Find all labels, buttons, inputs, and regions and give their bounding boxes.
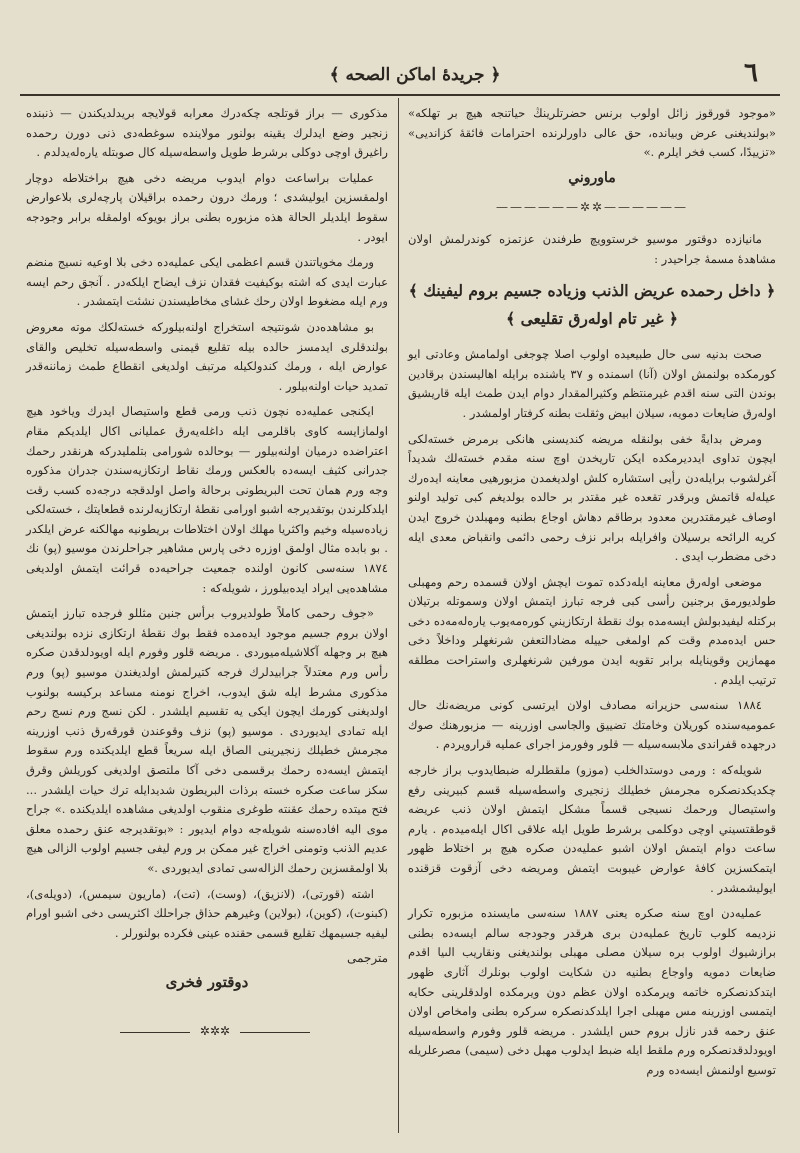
translator-label: مترجمى xyxy=(346,951,388,966)
paragraph: عمليەدن اوچ سنه صكره يعنى ١٨٨٧ سنەسى مايسنده مزبوره تكرار نزديمه كلوب تاريخ عمليەدن برى هرقدر وجودجه سالم ايسەده بطنى برازشيوك اولوب بره سيلان مصلى مهبلى بولنديغنى ونقاريب الىيا اقدم ضايعات دمويه واوجاع بطنيه دن شكايت اولوب بونلرك آثارى ظهور ايتدكدنصكره خاتمه ويرمكده اولان عظم دون ويرمكده اولدقلرينى حكايه ايتمسى اوزرينه مس مهبلى اجرا ايلدكدنصكره سركره بطنى وامخاص اولان عنق رحمه قدر نازل بروم حس ايلشدر . مريضه قلور وفورم واسطەسيله اويودلدقدنصكره ورم ملقط ايله ضبط ايدلوب مهبل دخى (سيمى) مصرعلريله توسيع اولنمش ايسەده ورم xyxy=(408,906,776,1077)
paragraph: موضعى اولەرق معاينه ايلەدكده تموت ايچش اولان قسمده رحم ومهبلى طولديورمق برجنين رأسى كبى فرجه تبارز ايتمش اولان وسموتله برتيلان بركتله ليفيدبولش ايسەمده بوك نقطهٔ ارتكازيني كورەمەيوب يارەلەمەدە دخى حس ايدەمدم وقت كم اولمغى حييله مضادالتعفن شرنغهلر وداخلاً دخى مهمازين وقوينايله برابر تقويه ايدن مورفين شرنغهلرى واستراحت مطلقه ترتيب ايلدم . xyxy=(408,574,776,687)
end-ornament xyxy=(120,1026,310,1040)
paragraph: ورمك مخوياتندن قسم اعظمى ايكى عمليەده دخى بلا اوعيه نسيج منضم عبارت ايدى كه اشته بوكيفيت فقدان نزف ايضاح ايلكەدر . آنجق رحم ايسه ورم ايله مضغوط اولان رحك غشاى مخاطيسندن نشئت ايتمشدر . xyxy=(26,255,388,309)
translator-name: دوقتور فخرى xyxy=(165,972,249,991)
page-number: ٦ xyxy=(744,58,758,88)
column-divider xyxy=(398,98,399,1133)
quote-paragraph: «جوف رحمى كاملاً طولديروب برأس جنين مثللو فرجده تبارز ايتمش اولان بروم جسيم موجود ايدەمده فقط بوك نقطهٔ ارتكازى نزده بولنديغى هيچ بر وجهله آكلاشيلەميوردى . مريضه قلور وفورم ايله اويودلدقدن صكره رأس ورم معتدلاً جرابيدلرك فرجه كتيرلمش اولديغندن موسيو (پو) ورم مذكورى مشرط ايله شق ايدوب، اخراج نومنه مساعد بركيسه بولنوب اولديغنى كورمك ايچون ايكى يه تقسيم ايلشدر . لكن نسج ورم نسج رحم ايله تمادى ايديوردى . موسيو (پو) نزف وقوعندن قورقەرق ذنب اوزرينه مجرمش خطيلك زنجيرينى الصاق ايله سريعاً قطع ايلديكنده ورم سقوط ايتمش ايسەده رحمك برقسمى دخى آكا ملتصق اولديغى كوريلش وقرق سكز ساعت صكره خستە برذات البريطون شديدايله ترك حيات ايلشدر ... فتح ميتده رحمك عقنته طوغرى منقوب اولديغى مشاهده ايلديكنده .» جراح موى اليه افادەسنه شويلەجه دوام ايديور : «بوتقديرجه عنق رحمده معلق عديم الذنب وتومنى اخراج غير ممكن بر ورم ليفى جسيم اولوب الزالى هيچ بلا اولمقسزين رحمك الزالەسى تمادى ايديوردى .» xyxy=(26,606,388,875)
right-column xyxy=(408,104,776,1087)
left-column xyxy=(26,104,388,1003)
paragraph: شويلەكه : ورمى دوستدالخلب (موزو) ملقطلرله ضبطايدوب براز خارجه چكديكدنصكره مجرمش خطيلك زنجيرى واسطەسيله قسم كبيرينى رفع واستيصال ورحمك نسيجى قسماً مشكل ايتمش اولان ذنب عريضه قوطقتسيني اوچى دوكلمى برشرط طويل ايله علاقى اكال ايلەميدەم . يارم ساعت دوام ايتمش اولان اشبو عمليەدن صكره هيچ بر اختلاط ظهور ايتمكسزين كافهٔ عوارض غيبوبت ايتمش ومريضه دخى آزقوت قزقنده ايوليشمشدر . xyxy=(408,763,776,895)
ornament-line-right xyxy=(240,1032,310,1033)
paragraph: ايكنجى عمليەده نچون ذنب ورمى قطع واستيصال ايدرك وياخود هيچ اولمازايسه كاوى باقلرمى ايله داغلەيەرق عمليانى اكال ايلديكم مقام اعتراضده درميان اولنەبيلور — بوحالده شورامى بتلمليدركه هرنقدر رحمك جدرانى كثيف ايسەده بالعكس ورمك نقاط ارتكازيەسندن جدران مذكوره وجه ورم همان تحت البريطونى برحالة واصل اولدقجه درجەده كسب رقت ايلدكلرندن بوتقديرجه اشبو اورامى نقطهٔ ارتكازيەلرنده قطعايتك ، خستەلكى زيادەسيله وخيم واكثريا مهلك اولان اختلاطات بريطونيه مهالكنه عرض ايلكدر . بو بابده مثال اولمق اوزره دخى پارس مشاهير جراحلرندن موسيو (پو) نك ١٨٧٤ سنەسى كانون اولنده جمعيت جراحيەده قرائت ايتمش اولديغى مشاهدەيى ايراد ايدەبيلورز ، شويلەكه : xyxy=(26,404,388,595)
header-rule xyxy=(20,94,780,96)
ornament-line-left xyxy=(120,1032,190,1033)
paragraph: اشته (قورتى)، (لانزيق)، (وست)، (تت)، (ماريون سيمس)، (دويلەى)، (كبنوت)، (كوين)، (بولاين) وغيرهم حذاق جراحلك اكثريسى دخى اشبو اورام ليفيه جسيمهك تقليع قسمى حقنده عينى فكرده بولنورلر . xyxy=(26,886,388,940)
headline-line-1: ﴿ داخل رحمده عريض الذنب وزياده جسيم بروم ليفينك ﴾ xyxy=(408,281,776,301)
article-note: مانيازده دوقتور موسيو خرستوويچ طرفندن عزتمزه كوندرلمش اولان مشاهدهٔ مسمهٔ جراحيدر : xyxy=(408,231,776,266)
paragraph: ١٨٨٤ سنەسى حزيرانه مصادف اولان ايرتسى كونى مريضەنك حال عموميەسنده كوريلان وخامتك تضييق والجاسى اوزرينه — مزبورهنك صوك درجهده قفراندى ملابسەسيله — قلور وفورمز اجراى عمليه قرارويردم . xyxy=(408,698,776,752)
paragraph: ومرض بدايةً خفى بولنقله مريضه كنديسنى هانكى برمرض خستەلكى ايچون تداوى ايدديرمكده ايكن تاريخدن اوچ سنه مقدم خستەلك شديداً آغرلشوب برايلەدن رأيى استشاره كلش اولديغمدن مزبورهيى معاينه ايدەرك عيلەلە قاتمش وبرقدر تقعده غير مقتدر بر حالده بولديغم كبى توليد اولنو اوصاف غيرمقتدرين معدود برطاقم دهاش اوجاع بطنيه ومهبلدن خروج ايدن كريه الرائحه برسيلان وافرايله برابر نزف رحمى دائمى وانقباض معدى ايله دخى مضطرب ايدى . xyxy=(408,431,776,564)
intro-quote: «موجود قورقوز زائل اولوب برنس حضرتلرينڭ حياتنجه هيچ بر تهلكه» «بولنديغنى عرض وبيانده، حق عالى داورلرنده احترامات فائقهٔ كزانديى» «تزييدًا، كسب فخر ايلرم .» xyxy=(408,106,776,160)
journal-title: ﴿ جريدهٔ اماكن الصحه ﴾ xyxy=(329,65,501,85)
page-header xyxy=(20,58,780,98)
headline-line-2: ﴿ غير تام اولەرق تقليعى ﴾ xyxy=(506,309,678,329)
ornament-center: ✲✲✲ xyxy=(199,1024,231,1038)
intro-signature: ماوروني xyxy=(568,169,616,186)
paragraph: مذكورى — براز قوتلجه چكەدرك معرابه قولايجه بريدلديكندن — ذنبنده زنجير وضع ايدلرك يقينه بولنور مولاينده سوغطەدى ذنى دورن رحمده راغيرق اوچى دوكلى برشرط طويل واسطەسيله كال صوبتله يارەلەيدلدم . xyxy=(26,106,388,160)
section-ornament: ——————✲✲—————— xyxy=(495,200,689,215)
paragraph: عمليات براساعت دوام ايدوب مريضه دخى هيچ براختلاطه دوچار اولمقسزين ايوليشدى ؛ ورمك درون رحمده براقيلان پارچەلرى بلاعوارض سقوط ايلديلر الحالة هذه مزبوره بطنى براز بويوكه اولمقله برابر وجودجه ايودر . xyxy=(26,170,388,244)
article-headline xyxy=(408,277,776,333)
paragraph: بو مشاهدەدن شونتيجه استخراج اولنەبيلوركه خستەلكك موته معروض بولندقلرى ايدمسز حالده بيله تقليع قيمنى واسطەسيله تخليص والقاى عوارض ايله ، ورمك كندولكيله مرتبف اولديغى انقطاع طمث زماننەقدر تمديد حيات اولنەبيلور . xyxy=(26,319,388,393)
paragraph: صحت بدنيه سى حال طبيعيده اولوب اصلا چوجغى اولمامش وعادتى ايو كورمكده بولنمش اولان (آنا) اسمنده و ٣٧ ياشنده برايله اهاليسندن برقادين بوندن التى سنه اقدم غيرمنتظم وكثيرالمقدار دوام ايدن طمث ايله قاريشيق اولەرق ضايعات دمويه، سيلان ابيض وثقلت بطنه كرفتار اولمشدر . xyxy=(408,347,776,420)
